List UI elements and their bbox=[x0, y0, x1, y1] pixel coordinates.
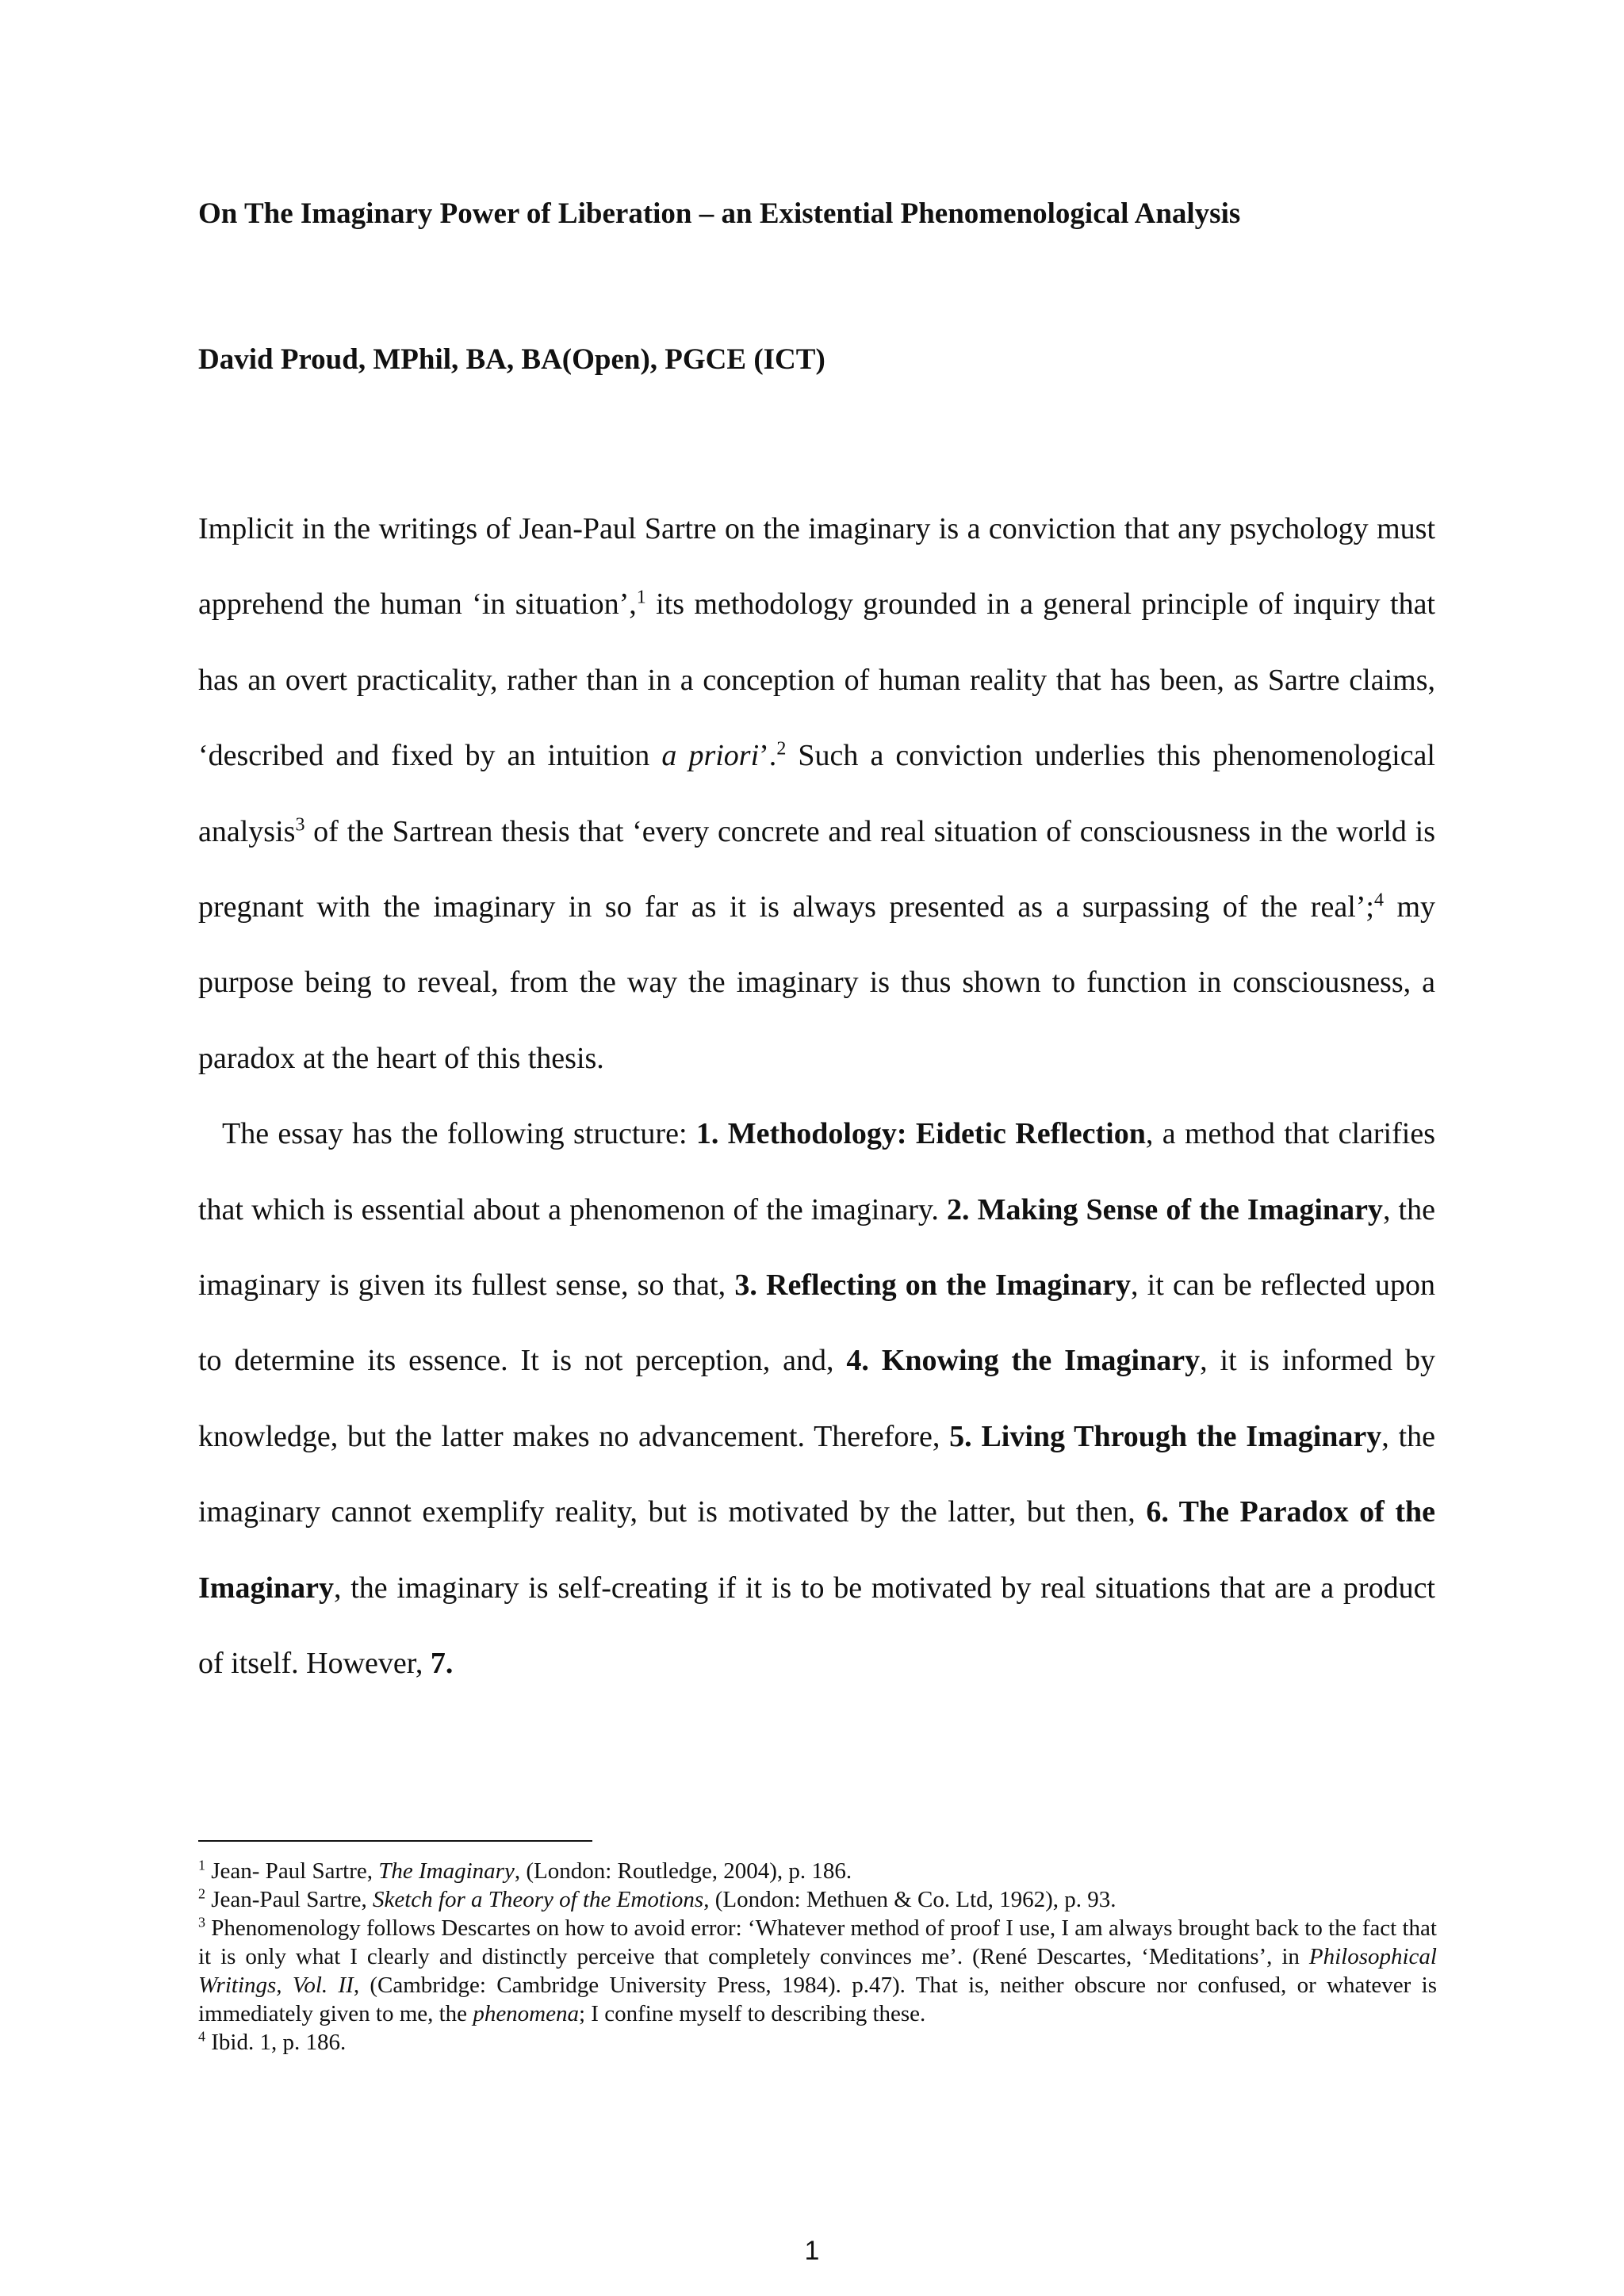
paper-title: On The Imaginary Power of Liberation – an Existential Phenomenological Analysis bbox=[198, 197, 1241, 230]
footnote-ref-3[interactable]: 3 bbox=[295, 813, 305, 835]
text-run: , a method that clarifies that which is essential about a phenomenon of the imaginary. bbox=[198, 1117, 1435, 1226]
footnote-ref-1[interactable]: 1 bbox=[636, 587, 646, 608]
text-run: Ibid. 1, p. 186. bbox=[205, 2030, 347, 2055]
book-title: Sketch for a Theory of the Emotions bbox=[373, 1887, 704, 1912]
text-run: Such a conviction underlies this phenomenological analysis bbox=[198, 739, 1435, 848]
text-run: ’. bbox=[759, 739, 777, 773]
structure-paragraph bbox=[198, 1096, 1435, 1701]
footnote-number: 4 bbox=[198, 2028, 205, 2045]
section-ref-5: 5. Living Through the Imaginary bbox=[949, 1419, 1382, 1453]
text-run: its methodology grounded in a general principle of inquiry that has an overt practicality, rather than in a conception of human reality that has been, as Sartre claims, ‘described and fixed by an intuition bbox=[198, 587, 1435, 773]
footnote-number: 2 bbox=[198, 1885, 205, 1902]
text-run: , the imaginary is given its fullest sense, so that, bbox=[198, 1192, 1435, 1303]
author-line: David Proud, MPhil, BA, BA(Open), PGCE (ICT) bbox=[198, 343, 825, 376]
text-run: , the imaginary is self-creating if it is to be motivated by real situations that are a product of itself. However, bbox=[198, 1571, 1435, 1681]
intro-paragraph bbox=[198, 492, 1435, 1096]
footnote-ref-2[interactable]: 2 bbox=[776, 738, 787, 760]
text-run: Jean-Paul Sartre, bbox=[205, 1887, 373, 1912]
main-text bbox=[198, 492, 1435, 1702]
section-ref-3: 3. Reflecting on the Imaginary bbox=[734, 1269, 1131, 1303]
footnote-separator bbox=[198, 1840, 592, 1842]
text-run: of the Sartrean thesis that ‘every concrete and real situation of consciousness in the world is pregnant with the imaginary in so far as it is always presented as a surpassing of the real’; bbox=[198, 814, 1435, 924]
text-run: Jean- Paul Sartre, bbox=[205, 1858, 379, 1884]
footnote-3 bbox=[198, 1914, 1437, 2028]
book-title: The Imaginary bbox=[378, 1858, 515, 1884]
footnotes bbox=[198, 1857, 1437, 2057]
text-run: The essay has the following structure: bbox=[222, 1117, 696, 1151]
italic-phrase: a priori bbox=[661, 739, 760, 773]
text-run: , it is informed by knowledge, but the latter makes no advancement. Therefore, bbox=[198, 1344, 1435, 1453]
text-run: my purpose being to reveal, from the way the imaginary is thus shown to function in consciousness, a paradox at the heart of this thesis. bbox=[198, 890, 1435, 1075]
text-run: , it can be reflected upon to determine its essence. It is not perception, and, bbox=[198, 1269, 1435, 1378]
section-ref-1: 1. Methodology: Eidetic Reflection bbox=[695, 1117, 1146, 1151]
section-ref-6: 6. The Paradox of the Imaginary bbox=[198, 1495, 1435, 1605]
footnote-1 bbox=[198, 1857, 1437, 1885]
text-run: Phenomenology follows Descartes on how to avoid error: ‘Whatever method of proof I use, I am always brought back to the fact that it is only what I clearly and distinctly perceive that completely convinces me’. (René Descartes, ‘Meditations’, in bbox=[198, 1915, 1437, 1969]
text-run: Implicit in the writings of Jean-Paul Sartre on the imaginary is a conviction that any psychology must apprehend the human ‘in situation’, bbox=[198, 512, 1435, 622]
book-title: Philosophical Writings, Vol. II bbox=[198, 1944, 1437, 1998]
text-run: , the imaginary cannot exemplify reality, but is motivated by the latter, but then, bbox=[198, 1419, 1435, 1529]
footnote-4 bbox=[198, 2028, 1437, 2057]
text-run: ; I confine myself to describing these. bbox=[579, 2001, 926, 2026]
footnote-number: 3 bbox=[198, 1914, 205, 1931]
text-run: , (London: Methuen & Co. Ltd, 1962), p. 93. bbox=[703, 1887, 1116, 1912]
footnote-number: 1 bbox=[198, 1857, 205, 1873]
footnote-2 bbox=[198, 1885, 1437, 1914]
italic-phrase: phenomena bbox=[473, 2001, 579, 2026]
section-ref-2: 2. Making Sense of the Imaginary bbox=[947, 1192, 1383, 1226]
footnote-ref-4[interactable]: 4 bbox=[1373, 890, 1384, 911]
section-ref-7: 7. bbox=[430, 1647, 454, 1681]
text-run: , (Cambridge: Cambridge University Press, 1984). p.47). That is, neither obscure nor confused, or whatever is immediately given to me, the bbox=[198, 1973, 1437, 2026]
section-ref-4: 4. Knowing the Imaginary bbox=[846, 1344, 1201, 1378]
text-run: , (London: Routledge, 2004), p. 186. bbox=[514, 1858, 852, 1884]
page-number: 1 bbox=[804, 2236, 820, 2266]
